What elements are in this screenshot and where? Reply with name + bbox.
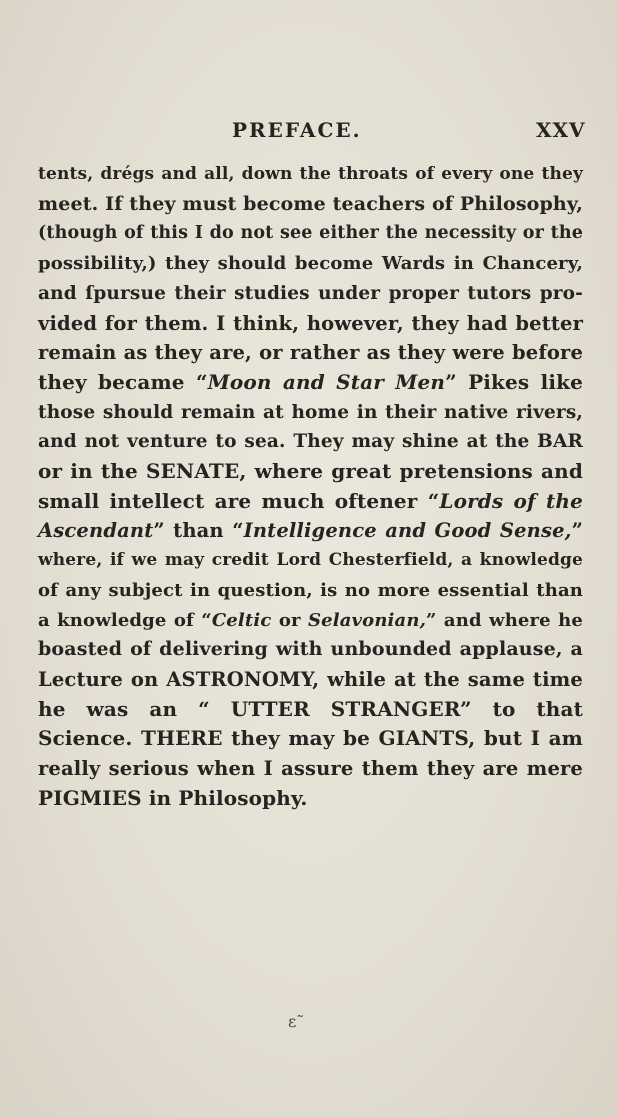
text-run: Science. THERE they may be GIANTS, but I am <box>38 726 583 751</box>
text-run: vided for them. I think, however, they had better <box>38 311 583 335</box>
text-line <box>38 695 583 725</box>
text-run: possibility,) they should become Wards in Chancery, <box>38 253 583 275</box>
text-line <box>38 487 583 517</box>
text-run: (though of this I do not see either the necessity or the <box>38 223 583 244</box>
text-line <box>38 576 583 606</box>
text-run: or <box>271 609 308 631</box>
text-line <box>38 338 583 368</box>
text-line <box>38 368 583 398</box>
text-line <box>38 754 583 784</box>
text-line <box>38 219 583 249</box>
text-line <box>38 457 583 487</box>
text-run: and not venture to sea. They may shine at the BAR <box>38 431 583 453</box>
text-run: ” <box>571 519 583 543</box>
text-line <box>38 546 583 576</box>
text-line <box>38 635 583 665</box>
text-line <box>38 160 583 190</box>
text-run: boasted of delivering with unbounded applause, a <box>38 638 583 661</box>
text-run: they became “ <box>38 369 208 394</box>
italic-phrase: Intelligence and Good Sense, <box>243 519 572 543</box>
text-line <box>38 724 583 754</box>
text-run: of any subject in question, is no more essential than <box>38 579 583 601</box>
text-line <box>38 784 583 814</box>
text-line <box>38 279 583 309</box>
text-run: and ſpursue their studies under proper tutors pro- <box>38 282 583 304</box>
italic-phrase: Celtic <box>211 609 272 631</box>
text-run: tents, drégs and all, down the throats of every one they <box>38 164 583 184</box>
text-run: he was an “ UTTER STRANGER” to that <box>38 696 583 721</box>
text-run: ” Pikes like <box>445 369 583 394</box>
text-line <box>38 398 583 428</box>
text-run: those should remain at home in their native rivers, <box>38 401 583 423</box>
italic-phrase: Lords of the <box>439 488 583 513</box>
text-line <box>38 665 583 695</box>
page-number: XXV <box>536 118 586 142</box>
body-text <box>38 160 583 813</box>
text-run: remain as they are, or rather as they were before <box>38 341 583 365</box>
italic-phrase: Ascendant <box>38 519 154 543</box>
text-run: small intellect are much oftener “ <box>38 488 440 513</box>
printers-ornament: ε˜ <box>288 1012 305 1031</box>
text-line <box>38 190 583 220</box>
text-run: or in the SENATE, where great pretensions and <box>38 459 583 484</box>
text-line <box>38 606 583 636</box>
page-header <box>0 118 617 148</box>
running-head: PREFACE. <box>232 118 362 142</box>
text-run: where, if we may credit Lord Chesterfield, a knowledge <box>38 550 583 571</box>
text-run: ” than “ <box>153 519 244 543</box>
text-run: ” and where he <box>426 609 583 631</box>
text-run: really serious when I assure them they are mere <box>38 757 583 781</box>
text-line <box>38 516 583 546</box>
text-line <box>38 249 583 279</box>
text-line <box>38 427 583 457</box>
italic-phrase: Selavonian, <box>308 609 427 631</box>
text-run: PIGMIES in Philosophy. <box>38 785 308 810</box>
text-line <box>38 309 583 339</box>
text-run: meet. If they must become teachers of Philosophy, <box>38 192 584 215</box>
text-run: Lecture on ASTRONOMY, while at the same time <box>38 667 583 691</box>
italic-phrase: Moon and Star Men <box>207 369 446 394</box>
text-run: a knowledge of “ <box>38 609 212 631</box>
